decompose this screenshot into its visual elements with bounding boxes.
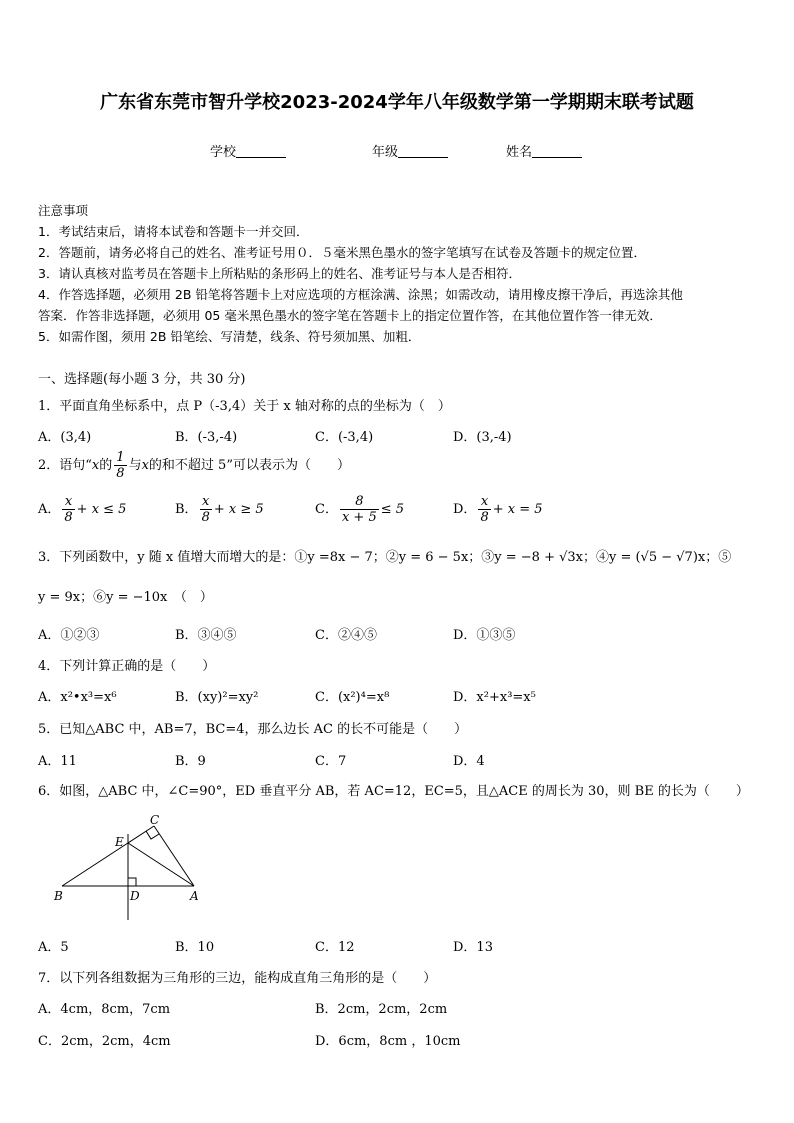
option-label: A． (38, 502, 61, 517)
school-blank[interactable] (236, 145, 286, 158)
right-angle-mark-c (146, 831, 159, 839)
label-b: B (54, 889, 63, 903)
q2-option-d[interactable] (453, 494, 543, 525)
label-c: C (150, 813, 160, 827)
grade-blank[interactable] (398, 145, 448, 158)
question-1-stem: 1．平面直角坐标系中，点 P（-3,4）关于 x 轴对称的点的坐标为（ ） (38, 399, 451, 414)
notes-block (38, 200, 683, 347)
section-heading: 一、选择题(每小题 3 分，共 30 分) (38, 372, 246, 387)
page-title: 广东省东莞市智升学校2023-2024学年八年级数学第一学期期末联考试题 (100, 92, 694, 113)
q7-option-c[interactable]: C．2cm，2cm，4cm (38, 1034, 171, 1049)
q4-option-d[interactable]: D．x²+x³=x⁵ (453, 690, 536, 705)
label-a: A (190, 889, 199, 903)
option-label: B． (175, 502, 198, 517)
q2-stem-mid1: 的 (99, 458, 113, 473)
option-label: D． (453, 502, 477, 517)
q2-fraction (114, 450, 126, 481)
frac-den: 8 (64, 510, 73, 525)
x-over-8 (478, 494, 490, 525)
name-blank[interactable] (532, 145, 582, 158)
frac-den: 8 (480, 510, 489, 525)
q3-option-b[interactable]: B．③④⑤ (175, 628, 237, 643)
q1-option-b[interactable]: B．(-3,-4) (175, 430, 238, 445)
notes-item: 2．答题前，请务必将自己的姓名、准考证号用０．５毫米黑色墨水的签字笔填写在试卷及答题卡的规定位置． (38, 245, 646, 260)
q4-option-a[interactable]: A．x²•x³=x⁶ (38, 690, 117, 705)
q3-option-a[interactable]: A．①②③ (38, 628, 100, 643)
q7-option-b[interactable]: B．2cm，2cm，2cm (315, 1002, 448, 1017)
frac-den: x + 5 (341, 510, 377, 525)
segment-bc (62, 826, 154, 886)
notes-item: 3．请认真核对监考员在答题卡上所粘贴的条形码上的姓名、准考证号与本人是否相符． (38, 266, 521, 281)
q2-frac-num: 1 (116, 450, 125, 465)
notes-item: 答案．作答非选择题，必须用 05 毫米黑色墨水的签字笔在答题卡上的指定位置作答，在其他位置作答一律无效． (38, 308, 662, 323)
option-rest: + x ≥ 5 (213, 502, 264, 517)
q7-option-d[interactable]: D．6cm，8cm ，10cm (315, 1034, 461, 1049)
q3-option-c[interactable]: C．②④⑤ (315, 628, 377, 643)
q5-option-d[interactable]: D．4 (453, 754, 485, 769)
notes-item: 4．作答选择题，必须用 2B 铅笔将答题卡上对应选项的方框涂满、涂黑；如需改动，请用橡皮擦干净后，再选涂其他 (38, 287, 683, 302)
question-6-stem: 6．如图，△ABC 中，∠C=90°，ED 垂直平分 AB，若 AC=12，EC=5，且△ACE 的周长为 30，则 BE 的长为（ ） (38, 784, 749, 799)
q1-option-d[interactable]: D．(3,-4) (453, 430, 512, 445)
q2-option-a[interactable] (38, 494, 126, 525)
q4-option-b[interactable]: B．(xy)²=xy² (175, 690, 259, 705)
q4-option-c[interactable]: C．(x²)⁴=x⁸ (315, 690, 390, 705)
q2-stem-post: 的和不超过 5”可以表示为（ ） (148, 458, 350, 473)
eight-over-x-plus-5 (340, 494, 379, 525)
q2-option-b[interactable] (175, 494, 264, 525)
q5-option-c[interactable]: C．7 (315, 754, 347, 769)
frac-num: x (200, 494, 212, 510)
notes-heading: 注意事项 (38, 203, 89, 218)
notes-item: 1．考试结束后，请将本试卷和答题卡一并交回． (38, 224, 309, 239)
frac-num: x (478, 494, 490, 510)
q1-option-a[interactable]: A．(3,4) (38, 430, 92, 445)
name-field[interactable] (506, 141, 582, 160)
q2-stem-mid2: 与 (128, 458, 142, 473)
question-2-stem (38, 450, 350, 481)
option-label: C． (315, 502, 338, 517)
option-rest: + x = 5 (492, 502, 543, 517)
x-over-8 (62, 494, 74, 525)
label-e: E (115, 835, 124, 849)
q7-option-a[interactable]: A．4cm，8cm，7cm (38, 1002, 171, 1017)
q3-option-d[interactable]: D．①③⑤ (453, 628, 516, 643)
frac-num: x (62, 494, 74, 510)
triangle-figure (48, 812, 218, 924)
school-label: 学校 (210, 145, 237, 160)
option-rest: ≤ 5 (380, 502, 405, 517)
q2-option-c[interactable] (315, 494, 404, 525)
q5-option-b[interactable]: B．9 (175, 754, 206, 769)
option-rest: + x ≤ 5 (76, 502, 127, 517)
question-4-stem: 4．下列计算正确的是（ ） (38, 659, 216, 674)
x-over-8 (200, 494, 212, 525)
name-label: 姓名 (506, 145, 533, 160)
label-d: D (130, 889, 140, 903)
segment-ea (128, 843, 194, 886)
school-field[interactable] (210, 141, 286, 160)
grade-label: 年级 (372, 145, 399, 160)
q5-option-a[interactable]: A．11 (38, 754, 77, 769)
question-7-stem: 7．以下列各组数据为三角形的三边，能构成直角三角形的是（ ） (38, 971, 437, 986)
q2-var-x2: x (141, 458, 149, 473)
q6-option-d[interactable]: D．13 (453, 940, 493, 955)
right-angle-mark-d (128, 878, 136, 886)
frac-den: 8 (201, 510, 210, 525)
q2-frac-den: 8 (116, 466, 125, 481)
question-5-stem: 5．已知△ABC 中，AB=7，BC=4，那么边长 AC 的长不可能是（ ） (38, 722, 468, 737)
q2-var-x: x (91, 458, 100, 473)
grade-field[interactable] (372, 141, 448, 160)
q6-option-b[interactable]: B．10 (175, 940, 215, 955)
segment-ca (154, 826, 194, 886)
q2-stem-pre: 2．语句“ (38, 458, 92, 473)
notes-item: 5．如需作图，须用 2B 铅笔绘、写清楚，线条、符号须加黑、加粗． (38, 329, 421, 344)
q6-option-a[interactable]: A．5 (38, 940, 69, 955)
question-3-line-1: 3．下列函数中，y 随 x 值增大而增大的是：①y =8x − 7；②y = 6 − 5x；③y = −8 + √3x；④y = (√5 − √7)x；⑤ (38, 550, 732, 565)
question-3-line-2: y = 9x；⑥y = −10x （ ） (38, 590, 213, 605)
q1-option-c[interactable]: C．(-3,4) (315, 430, 374, 445)
q6-option-c[interactable]: C．12 (315, 940, 355, 955)
frac-num: 8 (340, 494, 379, 510)
